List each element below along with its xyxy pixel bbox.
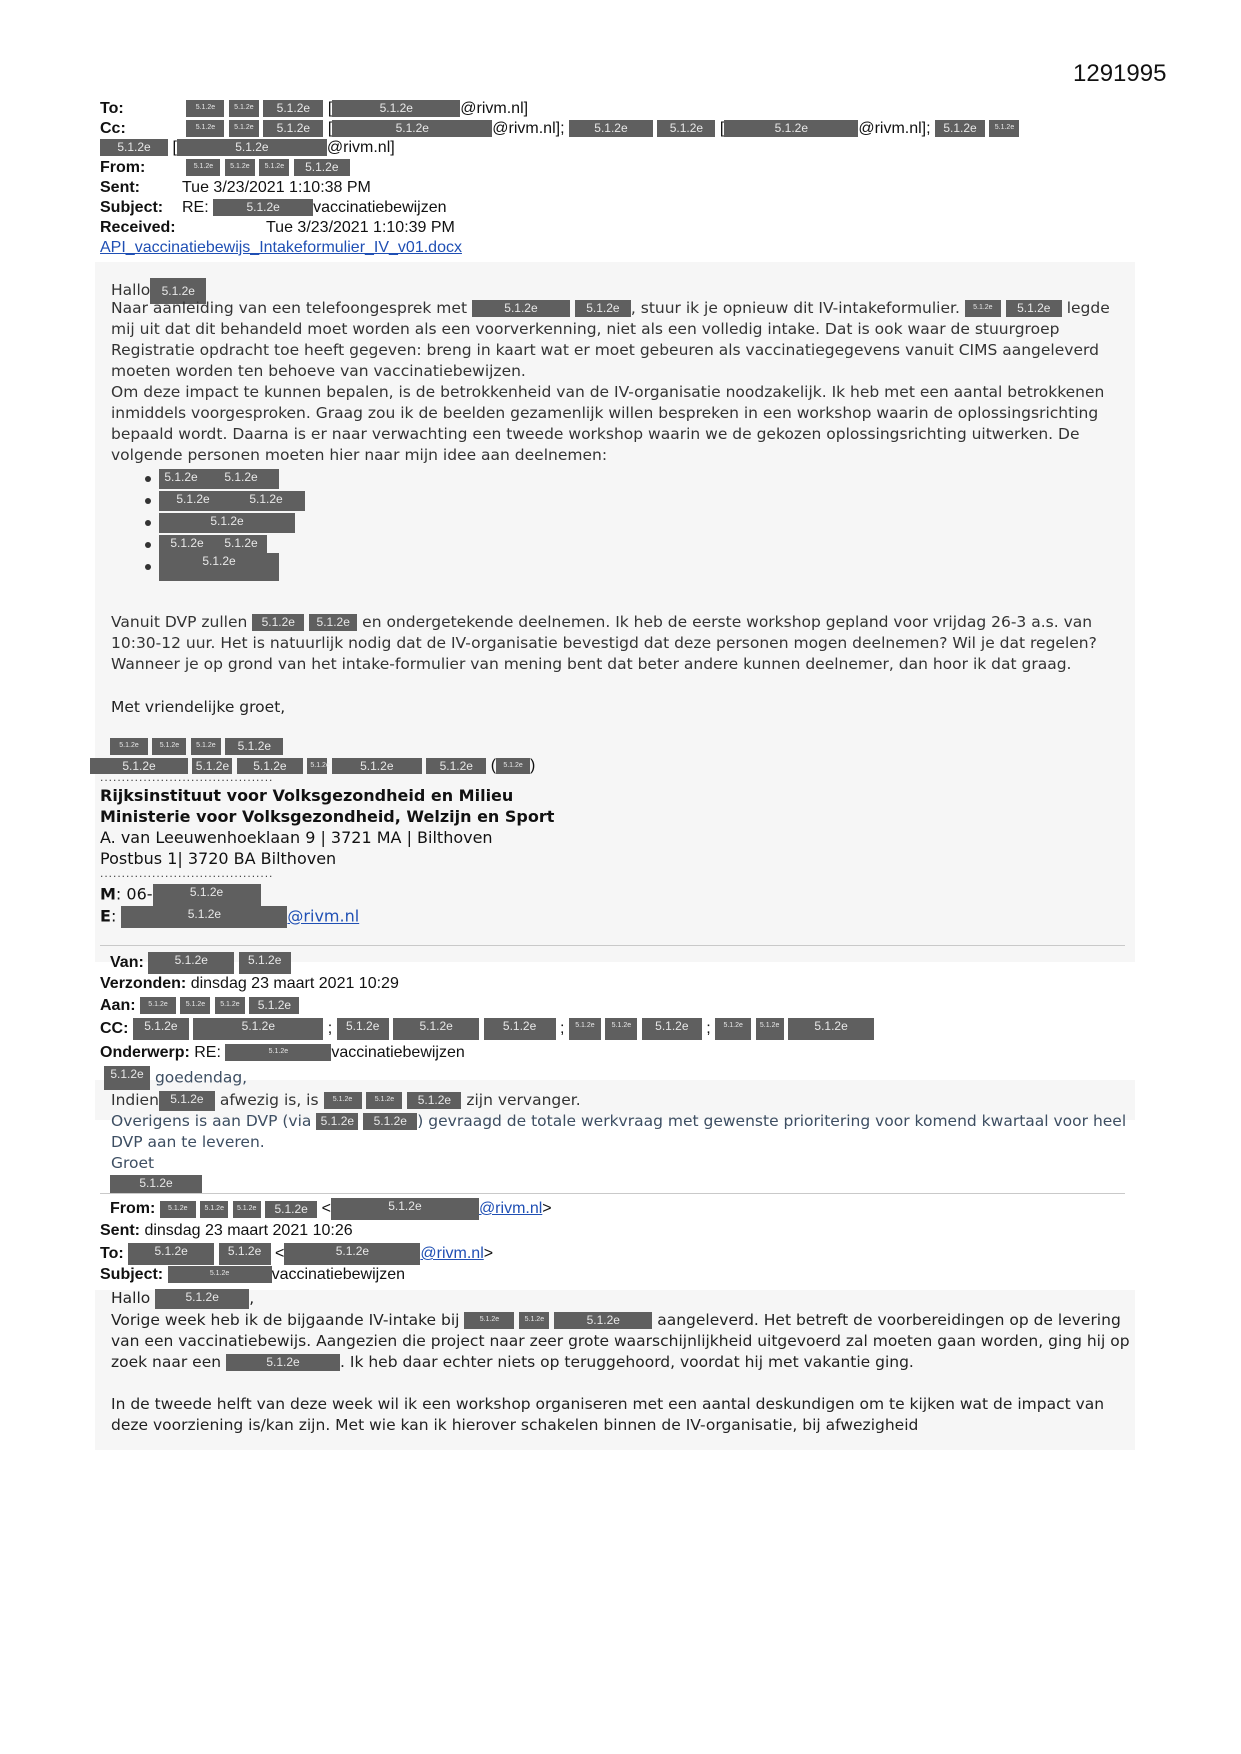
- email2-line-2: [111, 1111, 1131, 1153]
- to3-email[interactable]: @rivm.nl: [420, 1245, 484, 1263]
- redaction: 5.1.2e: [316, 1113, 358, 1130]
- mobile-row: [100, 884, 261, 906]
- redaction: 5.1.2e: [100, 139, 168, 156]
- document-id: 1291995: [1073, 60, 1167, 87]
- email2-closing: Groet: [111, 1154, 155, 1172]
- redaction: 5.1.2e: [227, 491, 305, 511]
- subject-suffix: vaccinatiebewijzen: [313, 199, 447, 216]
- redaction: 5.1.2e: [229, 100, 259, 117]
- l1-text-c: zijn vervanger.: [466, 1091, 581, 1109]
- redaction: 5.1.2e: [724, 120, 858, 137]
- redaction: 5.1.2e: [284, 1243, 420, 1265]
- sig-divider-2: ........................................: [100, 866, 274, 880]
- from-row: [100, 159, 350, 177]
- redaction: 5.1.2e: [104, 1066, 150, 1090]
- redaction: 5.1.2e: [259, 159, 289, 176]
- subject3-suffix: vaccinatiebewijzen: [271, 1266, 405, 1283]
- redaction: 5.1.2e: [496, 758, 530, 774]
- from3-row: From: 5.1.2e 5.1.2e 5.1.2e 5.1.2e < 5.1.2e @rivm.nl>: [110, 1198, 552, 1220]
- redaction: 5.1.2e: [756, 1018, 784, 1040]
- van-row: [110, 952, 291, 974]
- redaction: 5.1.2e: [133, 1018, 189, 1040]
- sent3-label: Sent:: [100, 1222, 140, 1239]
- redaction: 5.1.2e: [569, 120, 653, 137]
- redaction: 5.1.2e: [407, 1092, 461, 1109]
- greeting: Hallo: [111, 281, 151, 299]
- to3-label: To:: [100, 1245, 124, 1263]
- cc-row-2: 5.1.2e [ 5.1.2e @rivm.nl]: [100, 139, 395, 157]
- verzonden-value: dinsdag 23 maart 2021 10:29: [190, 975, 399, 992]
- redaction: 5.1.2e: [324, 1092, 362, 1109]
- redaction: 5.1.2e: [337, 1018, 389, 1040]
- redaction: 5.1.2e: [332, 120, 492, 137]
- onderwerp-suffix: vaccinatiebewijzen: [331, 1044, 465, 1061]
- subject-prefix: RE:: [182, 199, 209, 216]
- redaction: 5.1.2e: [215, 997, 245, 1014]
- cc-label: Cc:: [100, 120, 126, 137]
- redaction: 5.1.2e: [203, 469, 279, 489]
- redaction: 5.1.2e: [215, 535, 267, 555]
- p3-text-b: en ondergetekende deelnemen. Ik heb de eerste workshop gepland voor vrijdag 26-3 a.s. van 10:30-12 uur. Het is natuurlijk nodig dat de IV-organisatie bevestigd dat deze personen mogen deelnemen? Wil je dat regelen? Wanneer je op grond van het intake-formulier van mening bent dat beter andere kunnen deelnemer, dan hoor ik dat graag.: [111, 613, 1097, 673]
- redaction: 5.1.2e: [226, 1354, 340, 1371]
- redaction: 5.1.2e: [393, 1018, 479, 1040]
- to-label: To:: [100, 100, 124, 117]
- redaction: 5.1.2e: [150, 278, 206, 304]
- mobile-prefix: : 06-: [115, 884, 153, 904]
- email3-greeting: Hallo: [111, 1289, 151, 1307]
- l2-text-b: ) gevraagd de totale werkvraag met gewenste prioritering voor komend kwartaal voor heel DVP aan te leveren.: [111, 1112, 1127, 1151]
- subject-row: [100, 199, 447, 217]
- sent-row: [100, 179, 371, 197]
- redaction: 5.1.2e: [965, 300, 1001, 317]
- redaction: 5.1.2e: [90, 758, 188, 774]
- redaction: 5.1.2e: [554, 1312, 652, 1329]
- l2-text-a: Overigens is aan DVP (via: [111, 1112, 312, 1130]
- from-label: From:: [100, 159, 146, 176]
- org-name-2: Ministerie voor Volksgezondheid, Welzijn en Sport: [100, 807, 555, 826]
- email1-paragraph-2: [111, 382, 1131, 466]
- redaction: 5.1.2e: [294, 159, 350, 176]
- received-row: [100, 219, 455, 237]
- email3-p1-c: . Ik heb daar echter niets op teruggehoord, voordat hij met vakantie ging.: [340, 1353, 914, 1371]
- redaction: 5.1.2e: [332, 758, 422, 774]
- redaction: 5.1.2e: [153, 884, 261, 906]
- redaction: 5.1.2e: [249, 997, 299, 1014]
- redaction: 5.1.2e: [331, 1198, 479, 1220]
- redaction: 5.1.2e: [239, 952, 291, 974]
- sent-value: Tue 3/23/2021 1:10:38 PM: [182, 179, 371, 196]
- address-2: Postbus 1| 3720 BA Bilthoven: [100, 849, 337, 868]
- redaction: 5.1.2e: [128, 1243, 214, 1265]
- cc2-label: CC:: [100, 1020, 129, 1038]
- redaction: 5.1.2e: [569, 1018, 601, 1040]
- redaction: 5.1.2e: [152, 738, 186, 755]
- redaction: 5.1.2e: [605, 1018, 637, 1040]
- redaction: 5.1.2e: [192, 758, 232, 774]
- redaction: 5.1.2e: [229, 120, 259, 137]
- redaction: 5.1.2e: [219, 1243, 271, 1265]
- aan-row: [100, 997, 299, 1015]
- redaction: 5.1.2e: [180, 997, 210, 1014]
- redaction: 5.1.2e: [472, 300, 570, 317]
- redaction: 5.1.2e: [309, 614, 357, 631]
- redaction: 5.1.2e: [213, 199, 313, 216]
- redaction: 5.1.2e: [140, 997, 176, 1014]
- redaction: 5.1.2e: [715, 1018, 751, 1040]
- email-label: E: [100, 906, 111, 926]
- cc-email-3: @rivm.nl]: [326, 139, 395, 156]
- email2-greeting-row: [104, 1066, 247, 1090]
- p1-text-c: legde mij uit dat dit behandeld moet worden als een voorverkenning, niet als een volledig intake. Dat is ook waar de stuurgroep Registratie opdracht toe heeft gegeven: breng in kaart wat er moet gebeuren als vaccinatiegegevens vanuit CIMS aangeleverd moeten worden ten behoeve van vaccinatiebewijzen.: [111, 299, 1110, 380]
- subject-label: Subject:: [100, 199, 164, 216]
- redaction: 5.1.2e: [225, 159, 255, 176]
- email1-paragraph-1: [111, 298, 1131, 382]
- redaction: 5.1.2e: [263, 100, 323, 117]
- redaction: 5.1.2e: [177, 139, 327, 156]
- divider: [100, 945, 1125, 946]
- from3-email[interactable]: @rivm.nl: [478, 1200, 543, 1218]
- redaction: 5.1.2e: [657, 120, 715, 137]
- email-prefix: :: [110, 906, 117, 926]
- redaction: 5.1.2e: [237, 758, 303, 774]
- list-item: [145, 512, 305, 534]
- redaction: 5.1.2e: [186, 159, 220, 176]
- redaction: 5.1.2e: [788, 1018, 874, 1040]
- redaction: 5.1.2e: [200, 1201, 228, 1218]
- redaction: 5.1.2e: [575, 300, 631, 317]
- redaction: 5.1.2e: [159, 469, 203, 489]
- redaction: 5.1.2e: [252, 614, 304, 631]
- from3-label: From:: [110, 1200, 156, 1218]
- sig-divider-1: ........................................: [100, 770, 274, 784]
- p3-text-a: Vanuit DVP zullen: [111, 613, 248, 631]
- sig-redactions-1: [110, 738, 283, 756]
- cc-row: Cc: 5.1.2e 5.1.2e 5.1.2e [ 5.1.2e @rivm.nl]; 5.1.2e 5.1.2e [ 5.1.2e @rivm.nl]; 5.1.2e 5.1.2e: [100, 120, 1019, 138]
- redaction: 5.1.2e: [159, 1091, 215, 1111]
- redaction: 5.1.2e: [193, 1018, 323, 1040]
- mobile-label: M: [100, 884, 116, 904]
- list-item: [145, 468, 305, 490]
- cc-email-1: @rivm.nl];: [492, 120, 565, 137]
- onderwerp-prefix: RE:: [194, 1044, 221, 1061]
- redaction: 5.1.2e: [159, 491, 227, 511]
- address-1: A. van Leeuwenhoeklaan 9 | 3721 MA | Bilthoven: [100, 828, 493, 847]
- sent3-value: dinsdag 23 maart 2021 10:26: [144, 1222, 353, 1239]
- received-value: Tue 3/23/2021 1:10:39 PM: [266, 219, 455, 236]
- redaction: 5.1.2e: [225, 1044, 331, 1061]
- redaction: 5.1.2e: [363, 1113, 417, 1130]
- redaction: 5.1.2e: [159, 553, 279, 581]
- redaction: 5.1.2e: [155, 1289, 249, 1309]
- p1-text-a: Naar aanleiding van een telefoongesprek met: [111, 299, 468, 317]
- sig-redactions-2: 5.1.2e 5.1.2e 5.1.2e 5.1.2e 5.1.2e 5.1.2e ( 5.1.2e ): [90, 757, 535, 775]
- to-email: @rivm.nl]: [460, 100, 529, 117]
- email3-paragraph-2: [111, 1394, 1131, 1436]
- subject3-label: Subject:: [100, 1266, 164, 1283]
- divider: [100, 1193, 1125, 1194]
- attachment-link[interactable]: API_vaccinatiebewijs_Intakeformulier_IV_v01.docx: [100, 239, 462, 256]
- closing: Met vriendelijke groet,: [111, 698, 286, 716]
- cc2-row: CC: 5.1.2e 5.1.2e ; 5.1.2e 5.1.2e 5.1.2e ; 5.1.2e 5.1.2e 5.1.2e ; 5.1.2e 5.1.2e 5.1.2e: [100, 1018, 874, 1040]
- redaction: 5.1.2e: [233, 1201, 261, 1218]
- to3-row: To: 5.1.2e 5.1.2e < 5.1.2e @rivm.nl>: [100, 1243, 493, 1265]
- participant-list: [145, 468, 305, 578]
- sent-label: Sent:: [100, 179, 140, 196]
- redaction: 5.1.2e: [148, 952, 234, 974]
- email3-greeting-row: Hallo 5.1.2e ,: [111, 1289, 255, 1307]
- redaction: 5.1.2e: [989, 120, 1019, 137]
- redaction: 5.1.2e: [332, 100, 460, 117]
- redaction: 5.1.2e: [225, 738, 283, 755]
- redaction: 5.1.2e: [426, 758, 486, 774]
- list-item: [145, 490, 305, 512]
- redaction: 5.1.2e: [307, 758, 327, 774]
- redaction: 5.1.2e: [110, 1175, 202, 1193]
- received-label: Received:: [100, 219, 176, 236]
- redaction: 5.1.2e: [484, 1018, 556, 1040]
- redaction: 5.1.2e: [121, 906, 287, 928]
- l1-text-a: Indien: [111, 1091, 159, 1109]
- redaction: 5.1.2e: [110, 738, 148, 755]
- aan-label: Aan:: [100, 997, 136, 1014]
- redaction: 5.1.2e: [519, 1312, 549, 1329]
- redaction: 5.1.2e: [263, 120, 323, 137]
- email-row: [100, 906, 359, 928]
- p1-text-b: , stuur ik je opnieuw dit IV-intakeformulier.: [630, 299, 960, 317]
- verzonden-row: [100, 975, 399, 993]
- email1-paragraph-3: [111, 612, 1131, 675]
- email2-greeting: goedendag,: [154, 1068, 248, 1087]
- redaction: 5.1.2e: [168, 1266, 272, 1283]
- org-name-1: Rijksinstituut voor Volksgezondheid en Milieu: [100, 786, 514, 805]
- redaction: 5.1.2e: [642, 1018, 702, 1040]
- redaction: 5.1.2e: [159, 513, 295, 533]
- onderwerp-label: Onderwerp:: [100, 1044, 190, 1061]
- redaction: 5.1.2e: [935, 120, 985, 137]
- onderwerp-row: [100, 1044, 465, 1062]
- redaction: 5.1.2e: [1006, 300, 1062, 317]
- redaction: 5.1.2e: [186, 120, 224, 137]
- redaction: 5.1.2e: [186, 100, 224, 117]
- subject3-row: [100, 1266, 405, 1284]
- to-row: To: 5.1.2e 5.1.2e 5.1.2e [ 5.1.2e @rivm.nl]: [100, 100, 529, 117]
- p2-text: Om deze impact te kunnen bepalen, is de betrokkenheid van de IV-organisatie noodzakelijk. Ik heb met een aantal betrokkenen inmiddels voorgesproken. Graag zou ik de beelden gezamenlijk willen bespreken in een workshop waarin de oplossingsrichting bepaald wordt. Daarna is er naar verwachting een tweede workshop waarin we de gekozen oplossingsrichting uitwerken. De volgende personen moeten hier naar mijn idee aan deelnemen:: [111, 383, 1105, 464]
- email3-p2: In de tweede helft van deze week wil ik een workshop organiseren met een aantal deskundigen om te kijken wat de impact van deze voorziening is/kan zijn. Met wie kan ik hierover schakelen binnen de IV-organisatie, bij afwezigheid: [111, 1395, 1105, 1434]
- email3-p1-b: aangeleverd. Het betreft de voorbereidingen op de levering van een vaccinatiebewijs. Aangezien die project naar zeer grote waarschijnlijkheid uitgevoerd zal moeten gaan worden, ging hij op zoek naar een: [111, 1311, 1130, 1371]
- email3-p1-a: Vorige week heb ik de bijgaande IV-intake bij: [111, 1311, 460, 1329]
- redaction: 5.1.2e: [191, 738, 221, 755]
- l1-text-b: afwezig is, is: [219, 1091, 319, 1109]
- email2-sign: [110, 1175, 202, 1193]
- redaction: 5.1.2e: [159, 535, 215, 555]
- redaction: 5.1.2e: [366, 1092, 402, 1109]
- redaction: 5.1.2e: [464, 1312, 514, 1329]
- email2-line-1: [111, 1090, 581, 1111]
- verzonden-label: Verzonden:: [100, 975, 187, 992]
- list-item: [145, 556, 305, 578]
- cc-email-2: @rivm.nl];: [858, 120, 931, 137]
- van-label: Van:: [110, 954, 144, 972]
- redaction: 5.1.2e: [160, 1201, 196, 1218]
- email3-paragraph-1: [111, 1310, 1131, 1373]
- email-link[interactable]: @rivm.nl: [287, 906, 360, 926]
- redaction: 5.1.2e: [265, 1201, 317, 1218]
- sent3-row: [100, 1222, 353, 1240]
